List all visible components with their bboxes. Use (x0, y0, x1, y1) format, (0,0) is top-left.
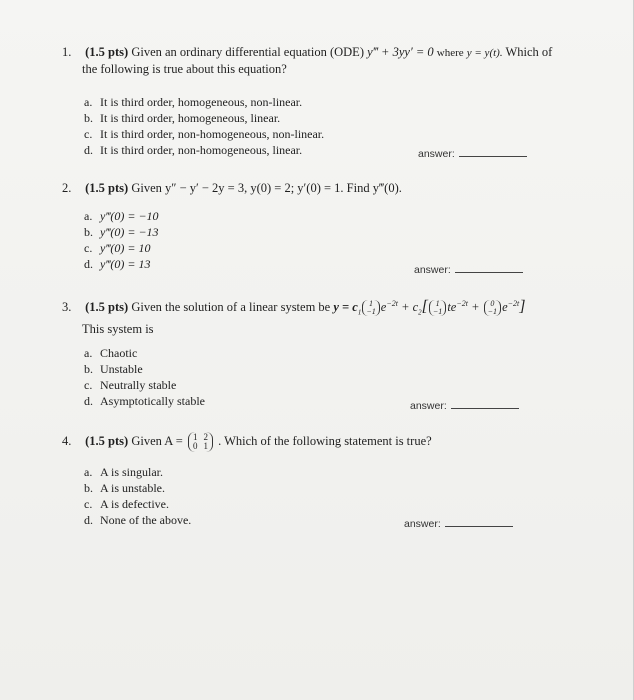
option-letter: d. (84, 257, 93, 271)
matrix-cell: 2 (203, 432, 208, 442)
answer-q4 (404, 518, 513, 530)
question-text-line2: This system is (82, 321, 154, 336)
te-term: te (447, 300, 457, 315)
question-number: 1. (62, 45, 72, 59)
answer-blank[interactable] (445, 526, 513, 527)
option-text: A is singular. (100, 465, 164, 479)
option-d[interactable] (84, 142, 324, 158)
question-number: 4. (62, 433, 72, 448)
option-letter: c. (84, 127, 93, 141)
question-points: (1.5 pts) (85, 45, 129, 59)
option-c[interactable] (84, 496, 191, 512)
option-letter: b. (84, 111, 93, 125)
question-text: Given an ordinary differential equation (ODE) (131, 45, 364, 59)
answer-blank[interactable] (451, 408, 519, 409)
option-a[interactable] (84, 345, 205, 361)
answer-label: answer: (418, 148, 455, 160)
solution-equation (333, 298, 526, 317)
option-a[interactable] (84, 94, 324, 110)
question-text-pre: Given A = (131, 433, 183, 448)
matrix-cell: 1 (192, 432, 198, 442)
option-text: Neutrally stable (100, 378, 177, 392)
question-text: Given the solution of a linear system be (131, 300, 331, 315)
option-text: It is third order, homogeneous, non-linear. (100, 95, 303, 109)
question-4 (62, 432, 602, 452)
option-c[interactable] (84, 240, 159, 256)
vector-3 (484, 300, 501, 316)
vector-1-bottom: −1 (366, 307, 376, 317)
e-3: e (502, 300, 508, 315)
option-text: A is defective. (100, 497, 169, 511)
question-points: (1.5 pts) (85, 181, 129, 195)
answer-blank[interactable] (455, 272, 523, 273)
plus-sign: + (471, 300, 480, 315)
option-text: y‴(0) = −10 (100, 209, 159, 223)
option-letter: c. (84, 241, 93, 255)
options-q1 (84, 94, 324, 158)
answer-q2 (414, 264, 523, 276)
option-letter: b. (84, 362, 93, 376)
answer-label: answer: (404, 518, 441, 530)
right-bracket: ] (519, 298, 526, 316)
options-q4 (84, 464, 191, 528)
which-word: Which of (505, 45, 553, 59)
option-d[interactable] (84, 512, 191, 528)
option-letter: c. (84, 378, 93, 392)
question-text: Given y″ − y′ − 2y = 3, y(0) = 2; y′(0) = 1. Find y‴(0). (131, 181, 402, 195)
question-points: (1.5 pts) (85, 300, 129, 315)
option-text: Unstable (100, 362, 143, 376)
subscript-1: 1 (357, 308, 362, 317)
option-b[interactable] (84, 361, 205, 377)
left-bracket: [ (421, 298, 428, 316)
vector-1 (362, 300, 379, 316)
vector-2-top: 1 (435, 299, 440, 309)
option-letter: b. (84, 225, 93, 239)
matrix-cell: 0 (192, 441, 198, 451)
option-letter: a. (84, 465, 93, 479)
question-points: (1.5 pts) (85, 433, 129, 448)
question-number: 2. (62, 181, 72, 195)
option-letter: a. (84, 346, 93, 360)
answer-q1 (418, 148, 527, 160)
exponent-1: −2t (386, 299, 398, 308)
option-text: y‴(0) = 10 (100, 241, 151, 255)
option-letter: d. (84, 143, 93, 157)
solution-y: y = c (333, 300, 358, 315)
option-text: Chaotic (100, 346, 138, 360)
vector-3-bottom: −1 (487, 307, 498, 317)
option-text: None of the above. (100, 513, 192, 527)
exponent-2: −2t (456, 299, 468, 308)
e-1: e (380, 300, 387, 315)
option-b[interactable] (84, 480, 191, 496)
option-text: A is unstable. (100, 481, 165, 495)
option-text: It is third order, non-homogeneous, linear. (100, 143, 303, 157)
vector-3-top: 0 (490, 299, 495, 309)
exponent-3: −2t (507, 299, 520, 308)
option-letter: c. (84, 497, 93, 511)
option-a[interactable] (84, 464, 191, 480)
options-q2 (84, 208, 159, 272)
matrix-a (188, 432, 213, 452)
subscript-2: 2 (418, 308, 422, 317)
question-number: 3. (62, 300, 72, 315)
vector-1-top: 1 (369, 299, 374, 309)
c2-term: + c (401, 300, 419, 315)
option-letter: b. (84, 481, 93, 495)
where-equation: y = y(t). (466, 47, 503, 59)
option-c[interactable] (84, 126, 324, 142)
question-3 (62, 296, 602, 337)
question-text-line2: the following is true about this equation? (82, 62, 287, 76)
where-word: where (436, 47, 464, 59)
answer-label: answer: (410, 400, 447, 412)
option-d[interactable] (84, 393, 205, 409)
ode-equation: y‴ + 3yy′ = 0 (367, 45, 434, 59)
option-letter: a. (84, 209, 93, 223)
answer-blank[interactable] (459, 156, 527, 157)
option-text: It is third order, non-homogeneous, non-linear. (100, 127, 325, 141)
option-b[interactable] (84, 110, 324, 126)
question-2 (62, 180, 602, 196)
option-b[interactable] (84, 224, 159, 240)
option-text: y‴(0) = −13 (100, 225, 159, 239)
matrix-cell: 1 (203, 441, 208, 451)
options-q3 (84, 345, 205, 409)
option-text: Asymptotically stable (100, 394, 205, 408)
question-1 (62, 44, 602, 77)
question-text-post: . Which of the following statement is true? (218, 433, 432, 448)
option-c[interactable] (84, 377, 205, 393)
option-letter: a. (84, 95, 93, 109)
option-d[interactable] (84, 256, 159, 272)
vector-2 (429, 300, 446, 316)
option-letter: d. (84, 513, 93, 527)
option-letter: d. (84, 394, 93, 408)
option-a[interactable] (84, 208, 159, 224)
answer-q3 (410, 400, 519, 412)
vector-2-bottom: −1 (432, 307, 443, 317)
option-text: It is third order, homogeneous, linear. (100, 111, 281, 125)
option-text: y‴(0) = 13 (100, 257, 151, 271)
answer-label: answer: (414, 264, 451, 276)
